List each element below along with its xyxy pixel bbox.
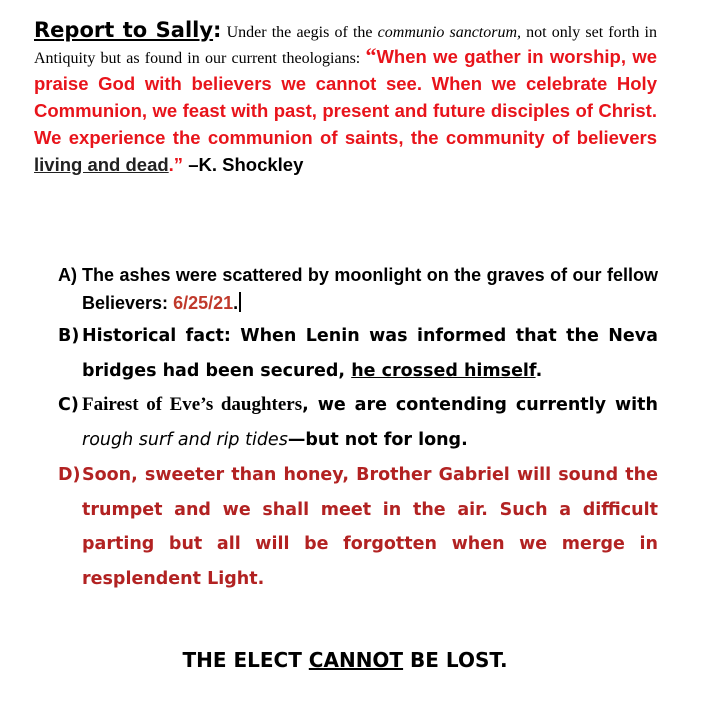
quote-body: When we gather in worship, we praise God with believers we cannot see. When we celebrate Holy Communion, we feast with past, present and future disciples of Christ. We experience the communion of saints, the community of believers xyxy=(34,46,657,148)
footer-after: BE LOST. xyxy=(403,648,508,672)
intro-text-1: Under the aegis of the xyxy=(221,24,378,41)
open-quote: “ xyxy=(365,43,377,68)
list-marker-c: C) xyxy=(58,395,79,416)
list-item-a-body[interactable] xyxy=(82,261,658,317)
list-item-d xyxy=(58,458,658,597)
item-a-date: 6/25/21 xyxy=(173,293,234,313)
item-b-end: . xyxy=(535,360,543,381)
list-item-b xyxy=(58,319,658,388)
footer-before: THE ELECT xyxy=(182,648,309,672)
list-marker-b: B) xyxy=(58,326,80,346)
closing-line xyxy=(0,648,690,672)
quote-attribution: –K. Shockley xyxy=(183,154,304,175)
report-title: Report to Sally xyxy=(34,18,214,42)
list-item-c-body[interactable] xyxy=(82,388,658,457)
item-a-end: . xyxy=(233,293,239,313)
title-colon: : xyxy=(213,18,222,42)
list-item-d-body[interactable]: Soon, sweeter than honey, Brother Gabriel will sound the trumpet and we shall meet in the air. Such a difficult parting but all will be forgotten when we merge in resplendent Light. xyxy=(82,464,658,589)
list-marker-d: D) xyxy=(58,464,81,485)
item-b-text: Historical fact: When Lenin was informed that the Neva bridges had been secured, xyxy=(82,326,658,381)
quote-underlined: living and dead xyxy=(34,154,169,175)
quote-end: .” xyxy=(168,154,184,175)
intro-paragraph xyxy=(34,18,657,178)
intro-text-2: not only set forth in Antiquity but as found in our current theologians: xyxy=(34,24,658,67)
list-item-b-body[interactable] xyxy=(82,319,658,388)
item-a-text: The ashes were scattered by moonlight on the graves of our fellow Believers: xyxy=(82,265,658,313)
text-cursor xyxy=(239,292,241,312)
item-c-end: —but not for long. xyxy=(287,430,468,451)
footer-underlined: CANNOT xyxy=(308,648,404,672)
latin-term: communio sanctorum, xyxy=(377,24,522,41)
report-list xyxy=(58,261,658,597)
item-b-underlined: he crossed himself xyxy=(351,360,536,381)
list-item-a xyxy=(58,261,658,317)
list-marker-a: A) xyxy=(58,265,77,285)
item-c-italic: rough surf and rip tides xyxy=(82,430,288,451)
list-item-c xyxy=(58,388,658,457)
item-c-text: , we are contending currently with xyxy=(302,395,658,416)
item-c-serif-text: Fairest of Eve’s daughters xyxy=(82,394,303,416)
